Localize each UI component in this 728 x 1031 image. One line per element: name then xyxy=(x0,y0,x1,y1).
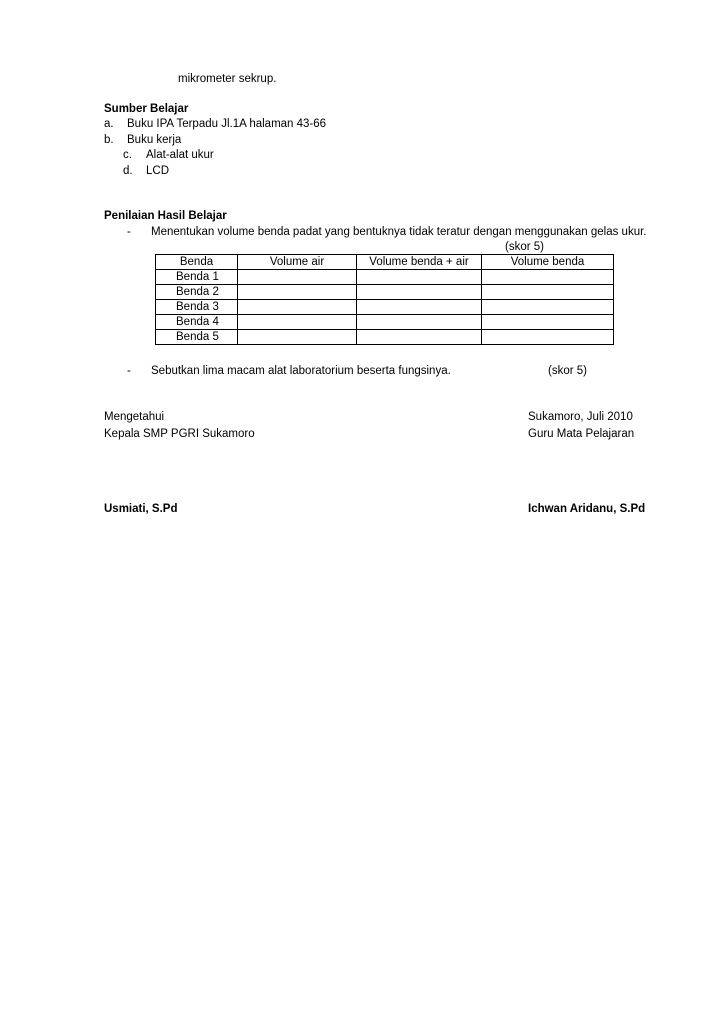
table-row xyxy=(156,330,614,345)
signature-left-name: Usmiati, S.Pd xyxy=(104,503,178,515)
table-cell xyxy=(482,285,614,300)
table-row xyxy=(156,300,614,315)
table-cell xyxy=(238,315,357,330)
table-cell xyxy=(238,300,357,315)
signature-right-line1: Sukamoro, Juli 2010 xyxy=(528,411,633,423)
table-cell xyxy=(238,270,357,285)
source-item-text: Buku kerja xyxy=(127,134,182,146)
task1-score: (skor 5) xyxy=(505,241,544,253)
source-item-text: LCD xyxy=(146,165,170,177)
column-header-benda: Benda xyxy=(156,255,238,270)
table-row xyxy=(156,315,614,330)
sumber-belajar-heading: Sumber Belajar xyxy=(104,103,189,115)
assessment-table xyxy=(155,254,614,345)
task2-score: (skor 5) xyxy=(548,365,587,377)
signature-left-line2: Kepala SMP PGRI Sukamoro xyxy=(104,428,255,440)
table-cell xyxy=(482,300,614,315)
task2-text: Sebutkan lima macam alat laboratorium beserta fungsinya. xyxy=(151,365,451,377)
table-cell xyxy=(357,315,482,330)
penilaian-heading: Penilaian Hasil Belajar xyxy=(104,210,227,222)
table-cell xyxy=(357,330,482,345)
table-cell xyxy=(238,285,357,300)
row-label: Benda 5 xyxy=(156,330,238,345)
column-header-volume-benda: Volume benda xyxy=(482,255,614,270)
row-label: Benda 1 xyxy=(156,270,238,285)
column-header-volume-air: Volume air xyxy=(238,255,357,270)
table-cell xyxy=(482,315,614,330)
table-row xyxy=(156,285,614,300)
signature-right-name: Ichwan Aridanu, S.Pd xyxy=(528,503,646,515)
signature-left-line1: Mengetahui xyxy=(104,411,165,423)
table-cell xyxy=(482,270,614,285)
continuation-text: mikrometer sekrup. xyxy=(178,73,277,85)
table-row xyxy=(156,270,614,285)
source-item-marker: a. xyxy=(104,118,114,130)
table-header-row xyxy=(156,255,614,270)
table-cell xyxy=(357,270,482,285)
table-cell xyxy=(357,300,482,315)
column-header-volume-benda-air: Volume benda + air xyxy=(357,255,482,270)
row-label: Benda 3 xyxy=(156,300,238,315)
source-item-marker: b. xyxy=(104,134,114,146)
task2-marker: - xyxy=(127,365,131,377)
row-label: Benda 2 xyxy=(156,285,238,300)
source-item-text: Buku IPA Terpadu Jl.1A halaman 43-66 xyxy=(127,118,327,130)
task1-text: Menentukan volume benda padat yang bentuknya tidak teratur dengan menggunakan gelas ukur. xyxy=(151,226,647,238)
table-cell xyxy=(482,330,614,345)
signature-right-line2: Guru Mata Pelajaran xyxy=(528,428,635,440)
table-cell xyxy=(357,285,482,300)
source-item-marker: d. xyxy=(123,165,133,177)
source-item-marker: c. xyxy=(123,149,132,161)
table-cell xyxy=(238,330,357,345)
source-item-text: Alat-alat ukur xyxy=(146,149,214,161)
task1-marker: - xyxy=(127,226,131,238)
row-label: Benda 4 xyxy=(156,315,238,330)
